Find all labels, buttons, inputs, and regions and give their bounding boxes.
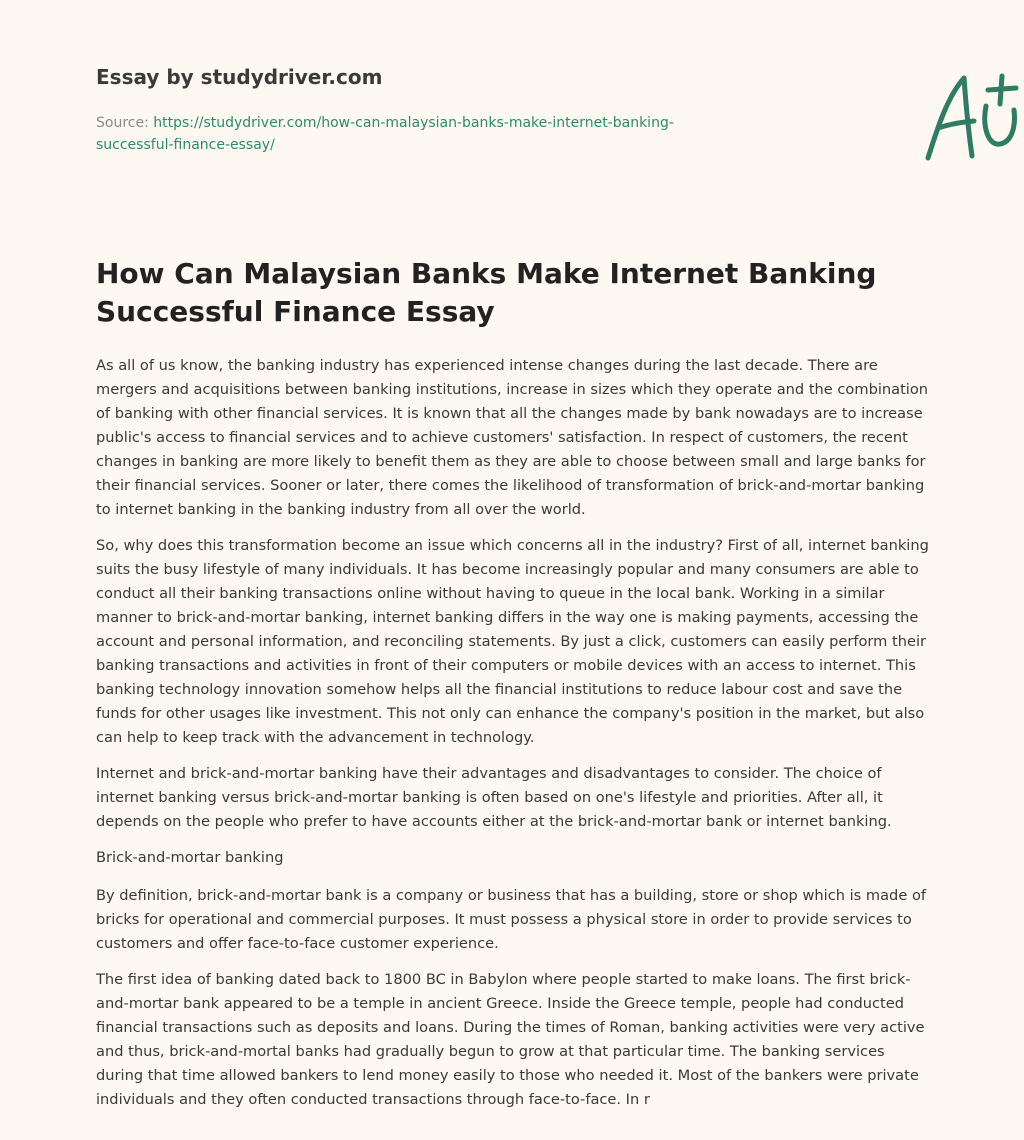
source-link[interactable]: https://studydriver.com/how-can-malaysian-banks-make-internet-banking-successful-finance-essay/ [96,115,674,153]
site-title: Essay by studydriver.com [96,65,383,89]
essay-title: How Can Malaysian Banks Make Internet Banking Successful Finance Essay [96,257,877,328]
a-plus-logo-icon [916,66,1024,166]
essay-page [96,0,930,1140]
essay-body [96,354,930,1124]
paragraph: The first idea of banking dated back to 1800 BC in Babylon where people started to make loans. The first brick-and-mortar bank appeared to be a temple in ancient Greece. Inside the Greece temple, people had conducted financial transactions such as deposits and loans. During the times of Roman, banking activities were very active and thus, brick-and-mortal banks had gradually begun to grow at that particular time. The banking services during that time allowed bankers to lend money easily to those who needed it. Most of the bankers were private individuals and they often conducted transactions through face-to-face. In r [96,971,925,1108]
paragraph: So, why does this transformation become an issue which concerns all in the industry? First of all, internet banking suits the busy lifestyle of many individuals. It has become increasingly popular and many consumers are able to conduct all their banking transactions online without having to queue in the local bank. Working in a similar manner to brick-and-mortar banking, internet banking differs in the way one is making payments, accessing the account and personal information, and reconciling statements. By just a click, customers can easily perform their banking transactions and activities in front of their computers or mobile devices with an access to internet. This banking technology innovation somehow helps all the financial institutions to reduce labour cost and save the funds for other usages like investment. This not only can enhance the company's position in the market, but also can help to keep track with the advancement in technology. [96,537,929,746]
section-heading: Brick-and-mortar banking [96,849,284,866]
source-label: Source: [96,115,149,131]
source-line [96,112,736,156]
paragraph: Internet and brick-and-mortar banking have their advantages and disadvantages to consider. The choice of internet banking versus brick-and-mortar banking is often based on one's lifestyle and priorities. After all, it depends on the people who prefer to have accounts either at the brick-and-mortar bank or internet banking. [96,765,892,830]
paragraph: By definition, brick-and-mortar bank is a company or business that has a building, store or shop which is made of bricks for operational and commercial purposes. It must possess a physical store in order to provide services to customers and offer face-to-face customer experience. [96,887,927,952]
paragraph: As all of us know, the banking industry has experienced intense changes during the last decade. There are mergers and acquisitions between banking institutions, increase in sizes which they operate and the combination of banking with other financial services. It is known that all the changes made by bank nowadays are to increase public's access to financial services and to achieve customers' satisfaction. In respect of customers, the recent changes in banking are more likely to benefit them as they are able to choose between small and large banks for their financial services. Sooner or later, there comes the likelihood of transformation of brick-and-mortar banking to internet banking in the banking industry from all over the world. [96,357,929,518]
